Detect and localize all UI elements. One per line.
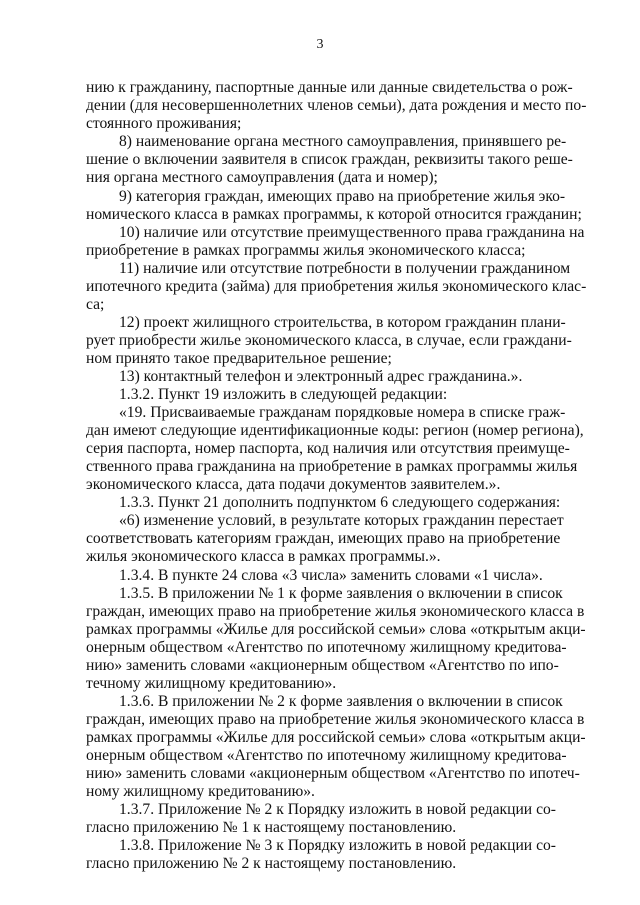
text-line: ному жилищному кредитованию». <box>86 783 315 800</box>
text-line: 1.3.2. Пункт 19 изложить в следующей редакции: <box>119 386 448 403</box>
text-line: нию» заменить словами «акционерным обществом «Агентство по ипотеч- <box>86 765 580 782</box>
text-line: приобретение в рамках программы жилья экономического класса; <box>86 242 526 259</box>
text-line: рует приобрести жилье экономического класса, в случае, если граждани- <box>86 332 572 349</box>
text-line: шение о включении заявителя в список граждан, реквизиты такого реше- <box>86 151 573 168</box>
text-line: рамках программы «Жилье для российской семьи» слова «открытым акци- <box>86 729 586 746</box>
text-line: граждан, имеющих право на приобретение жилья экономического класса в <box>86 603 585 620</box>
text-line: 1.3.8. Приложение № 3 к Порядку изложить в новой редакции со- <box>119 837 556 854</box>
text-line: нию к гражданину, паспортные данные или данные свидетельства о рож- <box>86 79 573 96</box>
text-line: 8) наименование органа местного самоуправления, принявшего ре- <box>119 133 567 150</box>
text-line: 1.3.3. Пункт 21 дополнить подпунктом 6 следующего содержания: <box>119 494 561 511</box>
text-line: соответствовать категориям граждан, имеющих право на приобретение <box>86 530 561 547</box>
text-line: онерным обществом «Агентство по ипотечному жилищному кредитова- <box>86 747 567 764</box>
text-line: «6) изменение условий, в результате которых гражданин перестает <box>119 512 564 529</box>
text-line: ственного права гражданина на приобретение в рамках программы жилья <box>86 458 578 475</box>
page-number: 3 <box>316 37 324 52</box>
text-line: дан имеют следующие идентификационные коды: регион (номер региона), <box>86 422 584 439</box>
text-line: 9) категория граждан, имеющих право на приобретение жилья эко- <box>119 188 566 205</box>
text-line: номического класса в рамках программы, к которой относится гражданин; <box>86 206 582 223</box>
text-line: рамках программы «Жилье для российской семьи» слова «открытым акци- <box>86 621 586 638</box>
text-line: гласно приложению № 2 к настоящему постановлению. <box>86 855 457 872</box>
text-line: ния органа местного самоуправления (дата и номер); <box>86 169 438 186</box>
text-line: дении (для несовершеннолетних членов семьи), дата рождения и место по- <box>86 97 587 114</box>
text-line: са; <box>86 296 105 313</box>
text-line: экономического класса, дата подачи документов заявителем.». <box>86 476 501 493</box>
text-line: 1.3.4. В пункте 24 слова «3 числа» заменить словами «1 числа». <box>119 567 543 584</box>
text-line: гласно приложению № 1 к настоящему постановлению. <box>86 819 457 836</box>
text-line: 1.3.6. В приложении № 2 к форме заявления о включении в список <box>119 693 563 710</box>
text-line: 1.3.5. В приложении № 1 к форме заявления о включении в список <box>119 585 563 602</box>
text-line: серия паспорта, номер паспорта, код наличия или отсутствия преимуще- <box>86 440 570 457</box>
text-line: ипотечного кредита (займа) для приобретения жилья экономического клас- <box>86 278 587 295</box>
text-line: 1.3.7. Приложение № 2 к Порядку изложить в новой редакции со- <box>119 801 556 818</box>
text-line: 10) наличие или отсутствие преимущественного права гражданина на <box>119 224 585 241</box>
text-line: течному жилищному кредитованию». <box>86 675 337 692</box>
text-line: жилья экономического класса в рамках программы.». <box>86 548 441 565</box>
text-line: стоянного проживания; <box>86 115 242 132</box>
text-line: 12) проект жилищного строительства, в котором гражданин плани- <box>119 314 566 331</box>
text-line: нию» заменить словами «акционерным обществом «Агентство по ипо- <box>86 657 559 674</box>
text-line: 11) наличие или отсутствие потребности в получении гражданином <box>119 260 571 277</box>
text-line: ном принято такое предварительное решение; <box>86 350 392 367</box>
text-line: «19. Присваиваемые гражданам порядковые номера в списке граж- <box>119 404 566 421</box>
text-line: онерным обществом «Агентство по ипотечному жилищному кредитова- <box>86 639 567 656</box>
text-line: граждан, имеющих право на приобретение жилья экономического класса в <box>86 711 585 728</box>
text-line: 13) контактный телефон и электронный адрес гражданина.». <box>119 368 523 385</box>
